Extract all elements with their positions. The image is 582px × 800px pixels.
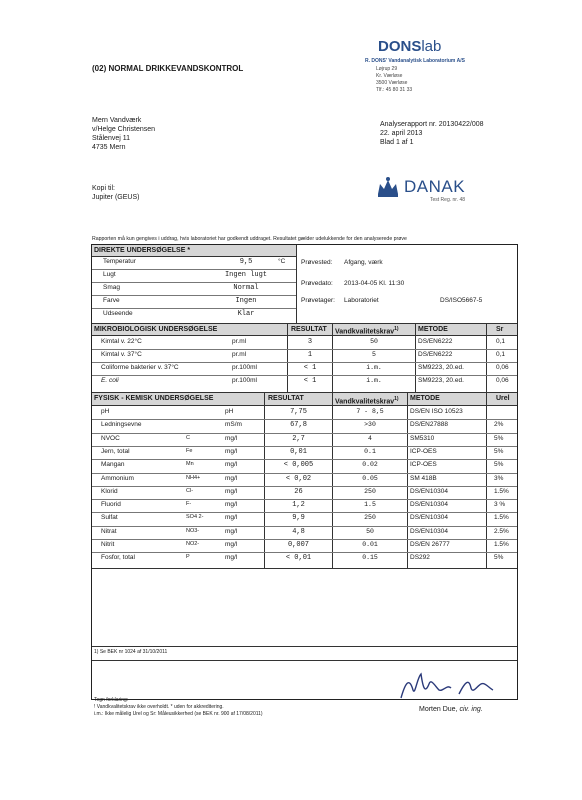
disclaimer: Rapporten må kun gengives i uddrag, hvis laboratoriet har godkendt uddraget. Resultatet gælder udelukkende for den analyserede prøve [92, 236, 407, 242]
chem-method: SM5310 [410, 434, 435, 442]
micro-unit: pr.100ml [232, 364, 257, 371]
direct-result: Klar [237, 310, 255, 318]
chem-result: 9,9 [292, 514, 305, 523]
micro-requirement: i.m. [366, 377, 382, 384]
chem-urel: 3 % [494, 501, 506, 509]
chem-requirement: 1.5 [364, 501, 376, 509]
micro-method: SM9223, 20.ed. [418, 364, 464, 371]
micro-param-name: Kimtal v. 22°C [101, 338, 142, 345]
chem-result: 4,8 [292, 527, 305, 536]
chem-param-name: Mangan [101, 461, 125, 469]
micro-result: 1 [307, 351, 313, 359]
row-divider [92, 282, 296, 283]
chem-unit: mS/m [225, 421, 242, 429]
chem-unit: mg/l [225, 514, 238, 522]
row-divider [92, 446, 517, 447]
chem-col-method: METODE [408, 393, 486, 405]
micro-result: 3 [307, 338, 313, 346]
copy-label: Kopi til: [92, 185, 115, 192]
chem-method: DS292 [410, 554, 430, 562]
chem-requirement: 0.02 [362, 461, 378, 469]
row-divider [92, 308, 296, 309]
row-divider [92, 552, 517, 553]
direct-param-name: Udseende [103, 310, 133, 317]
chem-param-name: Ledningsevne [101, 421, 142, 429]
chem-requirement: 0.1 [364, 447, 376, 455]
chem-result: < 0,005 [283, 461, 314, 470]
chem-result: 1,2 [292, 501, 305, 510]
micro-col-method: METODE [416, 324, 486, 335]
row-divider [92, 375, 517, 376]
chem-result: < 0,01 [285, 554, 312, 563]
row-divider [92, 419, 517, 420]
chem-formula: NO3- [186, 527, 200, 534]
chem-method: ICP-OES [410, 461, 437, 469]
chem-result: 7,75 [290, 408, 307, 416]
micro-unit: pr.ml [232, 338, 247, 345]
chem-result: 67,8 [290, 421, 307, 430]
micro-param-name: Coliforme bakterier v. 37°C [101, 364, 179, 371]
chem-unit: mg/l [225, 461, 238, 469]
row-divider [92, 349, 517, 350]
direct-result: Ingen [235, 297, 257, 305]
direct-param-name: Temperatur [103, 258, 136, 265]
direct-param-name: Smag [103, 284, 120, 291]
chem-result: 0,007 [287, 541, 309, 549]
micro-param-name: E. coli [101, 377, 119, 384]
direct-result: Ingen lugt [224, 271, 267, 279]
chem-unit: mg/l [225, 434, 238, 442]
chem-formula: Mn [186, 461, 194, 468]
chem-formula: SO4 2- [186, 514, 204, 521]
chem-col-urel: Urel [487, 393, 517, 405]
chem-method: DS/EN10304 [410, 514, 448, 522]
micro-sr: 0,06 [496, 364, 509, 371]
chem-param-name: Fosfor, total [101, 554, 135, 562]
micro-sr: 0,1 [496, 351, 506, 358]
micro-sr: 0,1 [496, 338, 506, 345]
chem-formula: P [186, 554, 190, 561]
lab-name: R. DONS' Vandanalytisk Laboratorium A/S [365, 58, 465, 64]
chem-param-name: Jern, total [101, 447, 130, 455]
copy-recipient: Jupiter (GEUS) [92, 194, 140, 201]
chem-unit: mg/l [225, 554, 238, 562]
row-divider [92, 526, 517, 527]
donslab-logo: DONSlab [378, 38, 442, 55]
micro-sr: 0,06 [496, 377, 509, 384]
chem-col-result: RESULTAT [265, 393, 332, 405]
micro-method: SM9223, 20.ed. [418, 377, 464, 384]
chem-method: DS/EN27888 [410, 421, 448, 429]
row-divider [92, 539, 517, 540]
handwritten-signature [395, 664, 505, 706]
recipient-line: Stålenvej 11 [92, 135, 131, 142]
micro-unit: pr.100ml [232, 377, 257, 384]
chem-requirement: 250 [364, 487, 376, 495]
chem-requirement: 50 [366, 527, 374, 535]
row-divider [92, 499, 517, 500]
chem-param-name: Sulfat [101, 514, 118, 522]
lab-city: 3500 Værløse [376, 80, 408, 86]
direct-param-name: Lugt [103, 271, 116, 278]
chem-param-name: Ammonium [101, 474, 134, 482]
micro-requirement: i.m. [366, 364, 382, 371]
lab-street: Løjrup 29 [376, 66, 398, 72]
chem-result: 0,01 [290, 447, 307, 456]
chem-unit: mg/l [225, 541, 238, 548]
lab-phone: Tlf.: 45 80 31 33 [376, 87, 413, 93]
chem-urel: 2% [494, 421, 504, 429]
copy-to [92, 184, 139, 202]
chem-unit: mg/l [225, 447, 238, 455]
lab-area: Kr. Værløse [376, 73, 403, 79]
row-divider [92, 486, 517, 487]
chem-result: 26 [294, 487, 303, 496]
recipient-line: v/Helge Christensen [92, 126, 156, 133]
row-divider [92, 473, 517, 474]
chem-method: DS/EN10304 [410, 487, 448, 495]
legend-line-2: i.m.: Ikke målelig Urel og Sr: Måleusikkerhed (se BEK nr. 900 af 17/08/2011) [94, 711, 263, 717]
danak-name: DANAK [404, 177, 466, 196]
row-divider [92, 459, 517, 460]
row-divider [92, 362, 517, 363]
micro-method: DS/EN6222 [418, 351, 453, 358]
chem-param-name: NVOC [101, 434, 120, 442]
sample-taker-value: Laboratoriet [344, 297, 379, 304]
crown-icon [376, 176, 400, 198]
chem-formula: F- [186, 501, 192, 508]
chem-formula: Fe [186, 447, 193, 454]
chem-result: < 0,02 [285, 474, 312, 483]
signatory-name: Morten Due, [419, 706, 458, 713]
chem-method: DS/EN ISO 10523 [410, 408, 463, 415]
chem-header: FYSISK - KEMISK UNDERSØGELSE [92, 393, 264, 405]
chem-formula: NO2- [186, 541, 200, 547]
chem-method: SM 418B [410, 474, 437, 482]
micro-result: < 1 [303, 364, 317, 372]
chem-requirement: 4 [368, 434, 372, 442]
micro-method: DS/EN6222 [418, 338, 453, 345]
chem-unit: mg/l [225, 501, 238, 509]
chem-param-name: Klorid [101, 487, 118, 495]
chem-urel: 1.5% [494, 541, 509, 548]
row-divider [92, 269, 296, 270]
micro-requirement: 50 [370, 338, 378, 345]
results-table [91, 244, 518, 700]
chem-method: DS/EN 26777 [410, 541, 450, 548]
direct-header: DIREKTE UNDERSØGELSE * [92, 245, 296, 256]
chem-param-name: Fluorid [101, 501, 121, 509]
recipient-address [92, 116, 155, 152]
chem-formula: NH4+ [186, 474, 201, 481]
chem-urel: 5% [494, 461, 504, 469]
chem-unit: pH [225, 408, 234, 415]
micro-col-sr: Sr [487, 324, 517, 335]
signature-block [419, 706, 483, 713]
report-page: Blad 1 af 1 [380, 139, 414, 146]
chem-method: ICP-OES [410, 447, 437, 455]
chem-param-name: pH [101, 408, 110, 415]
chem-requirement: 0.15 [362, 554, 378, 562]
danak-logo [376, 176, 400, 203]
micro-col-result: RESULTAT [288, 324, 332, 335]
chem-urel: 5% [494, 447, 504, 455]
chem-urel: 3% [494, 474, 504, 482]
chem-urel: 1.5% [494, 514, 509, 522]
direct-result: Normal [233, 284, 259, 292]
chem-formula: Cl- [186, 487, 194, 494]
legend-line-1: ! Vandkvalitetskrav ikke overholdt. * uden for akkreditering. [94, 704, 224, 710]
chem-requirement: 7 - 8,5 [356, 408, 384, 415]
chem-col-requirement: Vandkvalitetskrav$^{1)}$ [333, 393, 407, 405]
sample-date-value: 2013-04-05 Kl. 11:30 [344, 280, 405, 287]
chem-param-name: Nitrit [101, 541, 115, 548]
row-divider [92, 433, 517, 434]
micro-requirement: 5 [372, 351, 376, 358]
recipient-line: 4735 Mern [92, 144, 126, 151]
micro-header: MIKROBIOLOGISK UNDERSØGELSE [92, 324, 287, 335]
chem-unit: mg/l [225, 527, 238, 535]
chem-urel: 1.5% [494, 487, 509, 495]
micro-unit: pr.ml [232, 351, 247, 358]
sample-date-label: Prøvedato: [301, 280, 333, 287]
row-divider [92, 512, 517, 513]
document-title: (02) NORMAL DRIKKEVANDSKONTROL [92, 64, 244, 73]
chem-urel: 2.5% [494, 527, 509, 535]
direct-result: 9,5 [239, 258, 253, 266]
chem-urel: 5% [494, 554, 504, 562]
report-number: Analyserapport nr. 20130422/008 [380, 121, 484, 128]
recipient-line: Mern Vandværk [92, 117, 142, 124]
direct-unit: °C [278, 258, 286, 265]
chem-unit: mg/l [225, 474, 238, 482]
chem-formula: C [186, 434, 190, 441]
sampled-label: Prøvested: [301, 259, 333, 266]
report-info [380, 120, 484, 147]
footnote: 1) Se BEK nr 1024 af 31/10/2011 [94, 649, 168, 655]
chem-requirement: 0.01 [362, 541, 378, 548]
chem-requirement: 0.05 [362, 474, 378, 482]
report-date: 22. april 2013 [380, 130, 423, 137]
direct-param-name: Farve [103, 297, 120, 304]
micro-result: < 1 [303, 377, 317, 385]
chem-result: 2,7 [292, 434, 305, 443]
sample-taker-method: DS/ISO5667-5 [440, 297, 483, 304]
chem-urel: 5% [494, 434, 504, 442]
micro-col-requirement: Vandkvalitetskrav$^{1)}$ [333, 324, 415, 335]
chem-requirement: >30 [364, 421, 376, 429]
sample-taker-label: Prøvetager: [301, 297, 335, 304]
micro-param-name: Kimtal v. 37°C [101, 351, 142, 358]
row-divider [92, 295, 296, 296]
chem-unit: mg/l [225, 487, 238, 495]
chem-param-name: Nitrat [101, 527, 117, 535]
chem-requirement: 250 [364, 514, 376, 522]
signatory-title: civ. ing. [459, 706, 483, 713]
chem-method: DS/EN10304 [410, 527, 448, 535]
danak-reg: Test Reg. nr. 48 [430, 197, 466, 203]
sampled-value: Afgang, værk [344, 259, 383, 266]
chem-method: DS/EN10304 [410, 501, 448, 509]
legend-title: Tegn forklaring: [94, 697, 129, 703]
